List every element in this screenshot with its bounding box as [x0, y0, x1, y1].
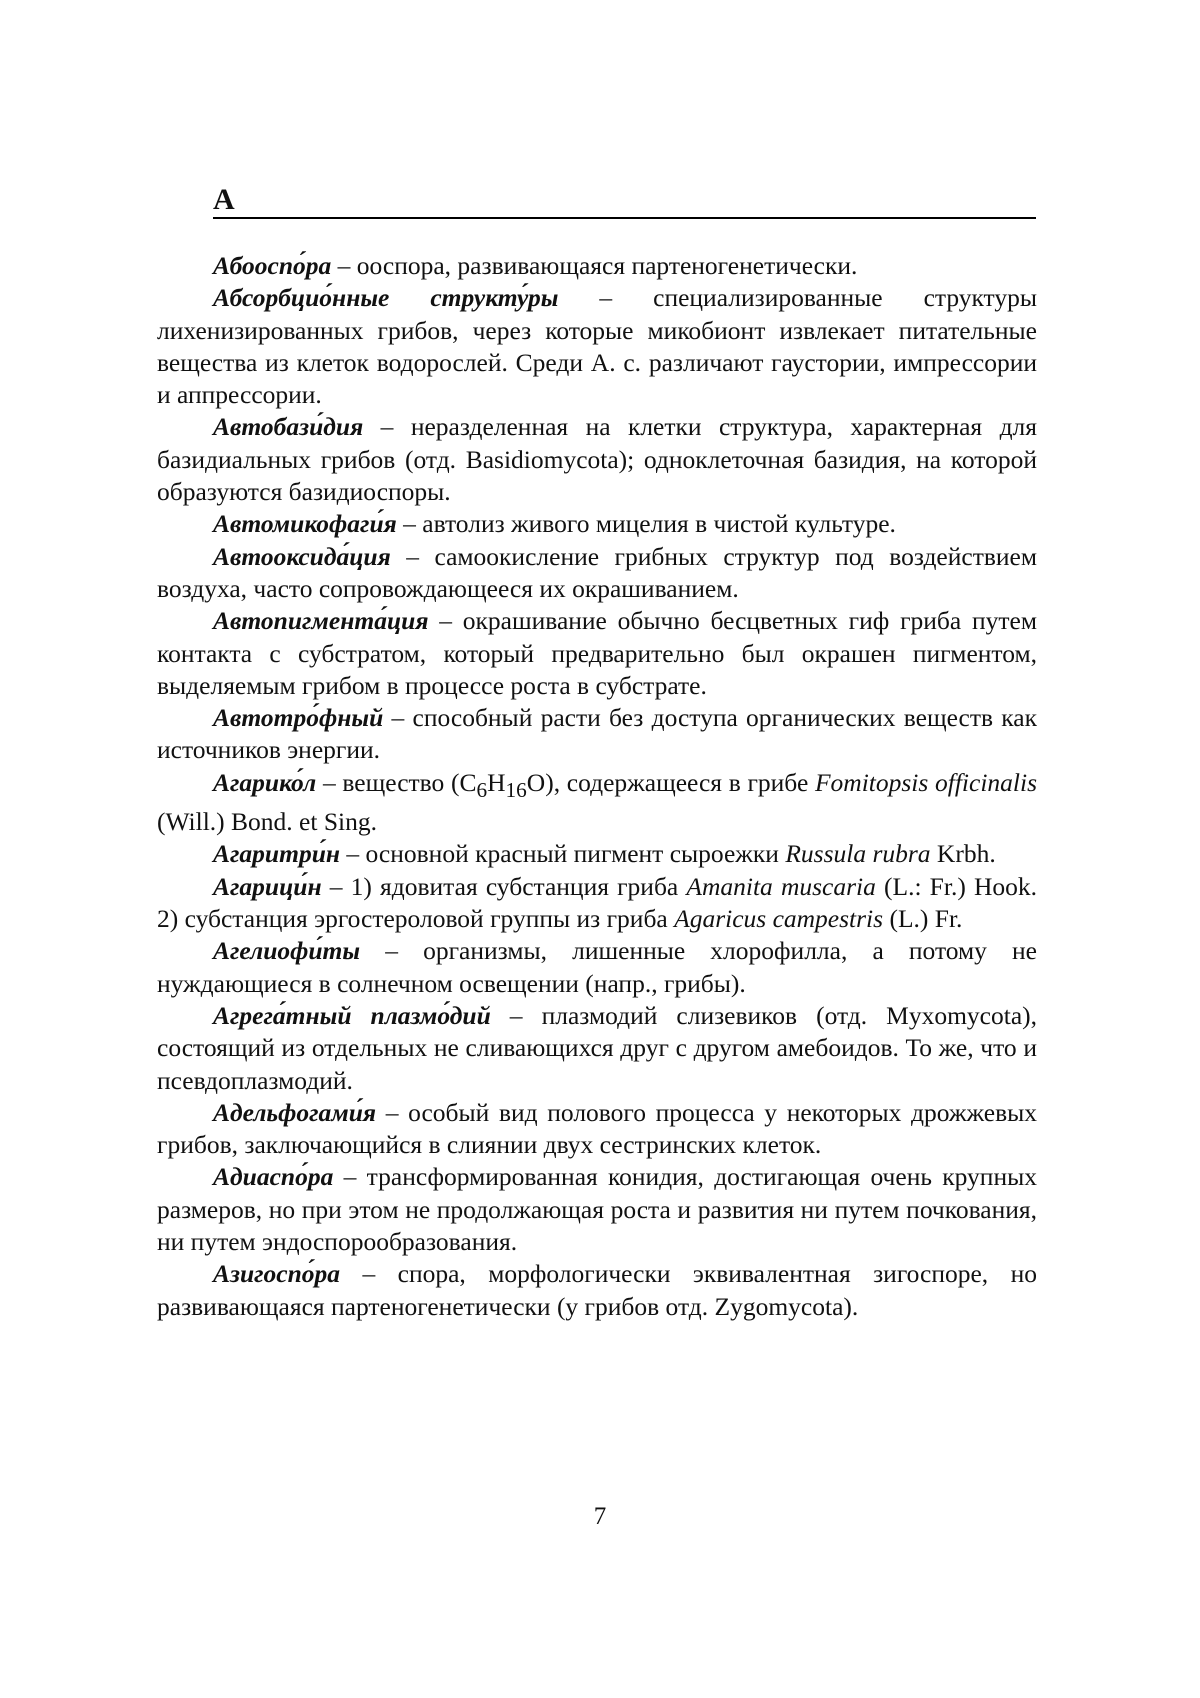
entry-definition: – окрашивание обычно бесцветных гиф гриба путем контакта с субстратом, который предварительно был окрашен пигментом, выделяемым грибом в процессе роста в субстрате.: [157, 606, 1037, 700]
glossary-entry: [157, 1000, 1037, 1097]
latin-name: Russula rubra: [785, 839, 931, 869]
entry-definition: – способный расти без доступа органических веществ как источников энергии.: [157, 703, 1037, 765]
entry-term: Автобази́дия: [213, 412, 364, 442]
entry-definition: Krbh.: [930, 839, 996, 869]
entry-term: Автотро́фный: [213, 703, 384, 733]
formula-subscript: 16: [505, 777, 527, 802]
glossary-entry: [157, 1097, 1037, 1162]
entry-definition: – самоокисление грибных структур под воздействием воздуха, часто сопровождающееся их окрашиванием.: [157, 541, 1037, 603]
entry-term: Автомикофаги́я: [213, 509, 397, 539]
entry-term: Абсорбцио́нные структу́ры: [213, 283, 559, 313]
glossary-entry: [157, 282, 1037, 411]
glossary-entry: [157, 508, 1037, 540]
entry-definition: – вещество (C: [316, 767, 477, 797]
entry-definition: – организмы, лишенные хлорофилла, а потому не нуждающиеся в солнечном освещении (напр., грибы).: [157, 936, 1037, 998]
entry-definition: – специализированные структуры лихенизированных грибов, через которые микобионт извлекает питательные вещества из клеток водорослей. Среди А. с. различают гаустории, импрессории и аппрессории.: [157, 283, 1037, 410]
entry-definition: – 1) ядовитая субстанция гриба: [321, 871, 687, 901]
entry-definition: H: [487, 767, 506, 797]
entry-definition: – плазмодий слизевиков (отд. Myxomycota), состоящий из отдельных не сливающихся друг с другом амебоидов. То же, что и псевдоплазмодий.: [157, 1000, 1038, 1095]
glossary-entry: [157, 605, 1037, 702]
entry-definition: (Will.) Bond. et Sing.: [157, 807, 377, 837]
entry-definition: – особый вид полового процесса у некоторых дрожжевых грибов, заключающийся в слиянии двух сестринских клеток.: [157, 1097, 1037, 1160]
formula-subscript: 6: [476, 777, 488, 802]
glossary-entry: [157, 838, 1037, 870]
entry-term: Абооспо́ра: [213, 251, 332, 280]
glossary-entry: [157, 871, 1037, 936]
entry-term: Автооксида́ция: [213, 541, 391, 571]
glossary-entries: [157, 250, 1037, 1323]
entry-term: Азигоспо́ра: [213, 1259, 341, 1289]
entry-definition: (L.: Fr.) Hook. 2) субстанция эргостероловой группы из гриба: [157, 871, 1037, 934]
glossary-entry: [157, 1258, 1037, 1323]
entry-term: Автопигмента́ция: [213, 606, 429, 636]
glossary-entry: [157, 250, 1037, 282]
entry-definition: (L.) Fr.: [883, 904, 963, 934]
entry-definition: – неразделенная на клетки структура, характерная для базидиальных грибов (отд. Basidiomycota); одноклеточная базидия, на которой образуются базидиоспоры.: [157, 412, 1037, 507]
section-heading: А: [213, 183, 1036, 219]
glossary-entry: [157, 767, 1037, 839]
entry-definition: – трансформированная конидия, достигающая очень крупных размеров, но при этом не продолжающая роста и развития ни путем почкования, ни путем эндоспорообразования.: [157, 1162, 1037, 1256]
entry-term: Агарици́н: [213, 871, 322, 901]
entry-term: Адиаспо́ра: [213, 1162, 334, 1192]
page-number: 7: [593, 1503, 607, 1530]
latin-name: Amanita muscaria: [686, 871, 876, 901]
entry-definition: – ооспора, развивающаяся партеногенетически.: [331, 251, 858, 280]
entry-definition: O), содержащееся в грибе: [526, 767, 815, 797]
entry-definition: – автолиз живого мицелия в чистой культуре.: [396, 509, 896, 539]
glossary-entry: [157, 935, 1037, 1000]
entry-term: Агаритри́н: [213, 839, 341, 869]
glossary-entry: [157, 1161, 1037, 1258]
entry-term: Адельфогами́я: [213, 1097, 377, 1127]
glossary-entry: [157, 411, 1037, 508]
glossary-entry: [157, 702, 1037, 767]
entry-definition: – основной красный пигмент сыроежки: [340, 839, 786, 869]
entry-term: Агрега́тный плазмо́дий: [213, 1000, 491, 1030]
entry-term: Агелиофи́ты: [213, 936, 361, 966]
glossary-entry: [157, 541, 1037, 606]
latin-name: Fomitopsis officinalis: [814, 767, 1038, 797]
entry-definition: – спора, морфологически эквивалентная зигоспоре, но развивающаяся партеногенетически (у грибов отд. Zygomycota).: [157, 1259, 1037, 1321]
latin-name: Agaricus campestris: [674, 904, 884, 934]
entry-term: Агарико́л: [213, 767, 317, 797]
